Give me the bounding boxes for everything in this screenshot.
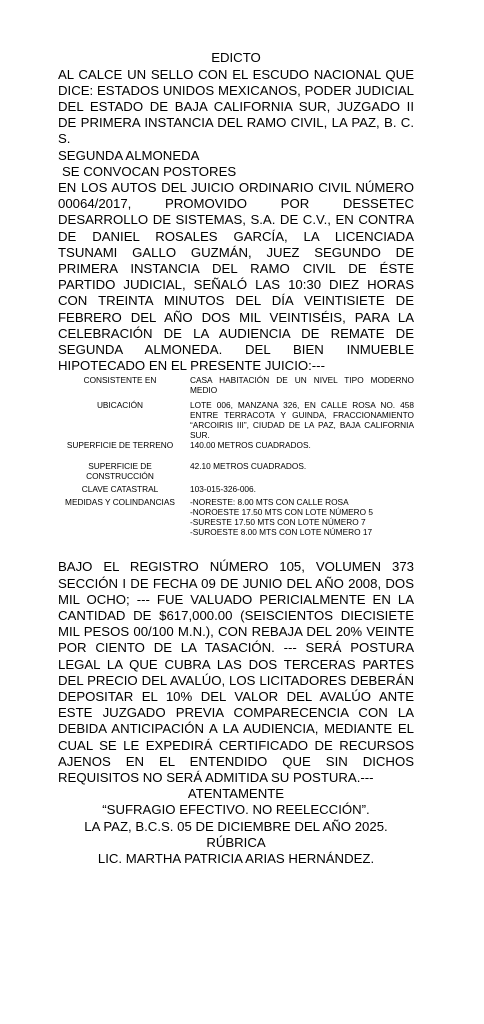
- closing-date: LA PAZ, B.C.S. 05 DE DICIEMBRE DEL AÑO 2025.: [84, 818, 388, 834]
- signatory-name: LIC. MARTHA PATRICIA ARIAS HERNÁNDEZ.: [97, 851, 375, 867]
- valuation-paragraph: BAJO EL REGISTRO NÚMERO 105, VOLUMEN 373 SECCIÓN I DE FECHA 09 DE JUNIO DEL AÑO 2008, DOS MIL OCHO; --- FUE VALUADO PERICIALMENTE EN LA CANTIDAD DE $617,000.00 (SEISCIENTOS DIECISIETE MIL PESOS 00/100 M.N.), CON REBAJA DEL 20% VEINTE POR CIENTO DE LA TASACIÓN. --- SERÁ POSTURA LEGAL LA QUE CUBRA LAS DOS TERCERAS PARTES DEL PRECIO DEL AVALÚO, LOS LICITADORES DEBERÁN DEPOSITAR EL 10% DEL VALOR DEL AVALÚO ANTE ESTE JUZGADO PREVIA COMPARECENCIA CON LA DEBIDA ANTICIPACIÓN A LA AUDIENCIA, MEDIANTE EL CUAL SE LE EXPEDIRÁ CERTIFICADO DE RECURSOS AJENOS EN EL ENTENDIDO QUE SIN DICHOS REQUISITOS NO SERÁ ADMITIDA SU POSTURA.---: [58, 559, 414, 785]
- convocan-heading: SE CONVOCAN POSTORES: [62, 163, 237, 179]
- detail-row: [58, 461, 414, 481]
- detail-value: 42.10 METROS CUADRADOS.: [190, 461, 307, 472]
- detail-label: CLAVE CATASTRAL: [81, 484, 159, 495]
- detail-label: SUPERFICIE DE TERRENO: [66, 440, 174, 451]
- detail-value: CASA HABITACIÓN DE UN NIVEL TIPO MODERNO MEDIO: [190, 375, 414, 396]
- closing-atentamente: ATENTAMENTE: [187, 786, 285, 802]
- detail-label: UBICACIÓN: [96, 400, 144, 411]
- detail-value: 103-015-326-006.: [190, 484, 256, 495]
- detail-row: [58, 440, 414, 450]
- closing-motto: “SUFRAGIO EFECTIVO. NO REELECCIÓN”.: [102, 802, 370, 818]
- detail-value-list: [190, 497, 414, 537]
- closing-rubrica: RÚBRICA: [206, 834, 266, 850]
- detail-value: LOTE 006, MANZANA 326, EN CALLE ROSA NO. 458 ENTRE TERRACOTA Y GUINDA, FRACCIONAMIENTO “ARCOIRIS III”, CIUDAD DE LA PAZ, BAJA CALIFORNIA SUR.: [190, 400, 414, 441]
- seal-description: AL CALCE UN SELLO CON EL ESCUDO NACIONAL QUE DICE: ESTADOS UNIDOS MEXICANOS, PODER JUDICIAL DEL ESTADO DE BAJA CALIFORNIA SUR, JUZGADO II DE PRIMERA INSTANCIA DEL RAMO CIVIL, LA PAZ, B. C. S.: [58, 66, 414, 147]
- detail-label: CONSISTENTE EN: [83, 375, 157, 386]
- closing-block: [58, 786, 414, 867]
- property-details-table: [58, 375, 414, 537]
- detail-row: [58, 497, 414, 537]
- detail-label: MEDIDAS Y COLINDANCIAS: [65, 497, 175, 508]
- detail-row: [58, 400, 414, 440]
- boundary-line: -SUROESTE 8.00 MTS CON LOTE NÚMERO 17: [190, 527, 373, 538]
- detail-value: 140.00 METROS CUADRADOS.: [190, 440, 311, 451]
- document-title: EDICTO: [211, 50, 261, 65]
- boundary-line: -NOROESTE 17.50 MTS CON LOTE NÚMERO 5: [190, 507, 374, 518]
- detail-row: [58, 375, 414, 395]
- detail-label: SUPERFICIE DE CONSTRUCCIÓN: [86, 461, 154, 482]
- boundary-line: -NORESTE: 8.00 MTS CON CALLE ROSA: [190, 497, 349, 508]
- boundary-line: -SURESTE 17.50 MTS CON LOTE NÚMERO 7: [190, 517, 366, 528]
- edict-document: [58, 50, 414, 867]
- almoneda-heading: SEGUNDA ALMONEDA: [58, 147, 200, 163]
- detail-row: [58, 484, 414, 494]
- case-paragraph: EN LOS AUTOS DEL JUICIO ORDINARIO CIVIL NÚMERO 00064/2017, PROMOVIDO POR DESSETEC DESARROLLO DE SISTEMAS, S.A. DE C.V., EN CONTRA DE DANIEL ROSALES GARCÍA, LA LICENCIADA TSUNAMI GALLO GUZMÁN, JUEZ SEGUNDO DE PRIMERA INSTANCIA DEL RAMO CIVIL DE ÉSTE PARTIDO JUDICIAL, SEÑALÓ LAS 10:30 DIEZ HORAS CON TREINTA MINUTOS DEL DÍA VEINTISIETE DE FEBRERO DEL AÑO DOS MIL VEINTISÉIS, PARA LA CELEBRACIÓN DE LA AUDIENCIA DE REMATE DE SEGUNDA ALMONEDA. DEL BIEN INMUEBLE HIPOTECADO EN EL PRESENTE JUICIO:---: [58, 179, 414, 374]
